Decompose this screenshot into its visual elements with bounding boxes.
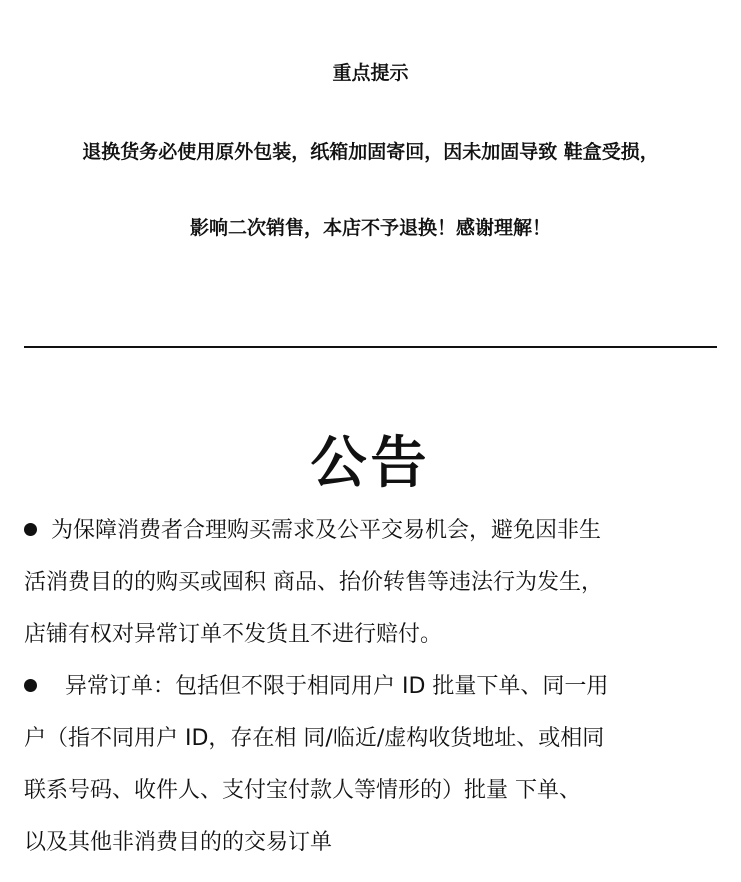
notice-heading: 重点提示 (332, 62, 409, 84)
bullet-text-line: 联系号码、收件人、支付宝付款人等情形的）批量 下单、 (24, 778, 581, 803)
bullet-text-line: 为保障消费者合理购买需求及公平交易机会，避免因非生 (51, 518, 602, 543)
bullet-text-line: 异常订单：包括但不限于相同用户 ID 批量下单、同一用 (65, 674, 609, 699)
bullet-item-purchase-policy (24, 505, 724, 557)
bullet-dot-icon (24, 523, 37, 536)
notice-text-line: 退换货务必使用原外包装，纸箱加固寄回，因未加固导致 鞋盒受损， (82, 141, 659, 163)
announcement-title: 公告 (310, 431, 431, 496)
bullet-text-line: 以及其他非消费目的的交易订单 (24, 830, 333, 855)
notice-text-line: 影响二次销售，本店不予退换！感谢理解！ (189, 217, 551, 239)
bullet-text-line: 活消费目的的购买或囤积 商品、抬价转售等违法行为发生， (24, 570, 603, 595)
bullet-item-abnormal-orders (24, 661, 724, 713)
section-divider (24, 346, 717, 348)
key-notice-section (0, 0, 741, 300)
bullet-text-line: 户（指不同用户 ID，存在相 同/临近/虚构收货地址、或相同 (24, 726, 605, 751)
bullet-text-line: 店铺有权对异常订单不发货且不进行赔付。 (24, 622, 443, 647)
bullet-dot-icon (24, 679, 37, 692)
